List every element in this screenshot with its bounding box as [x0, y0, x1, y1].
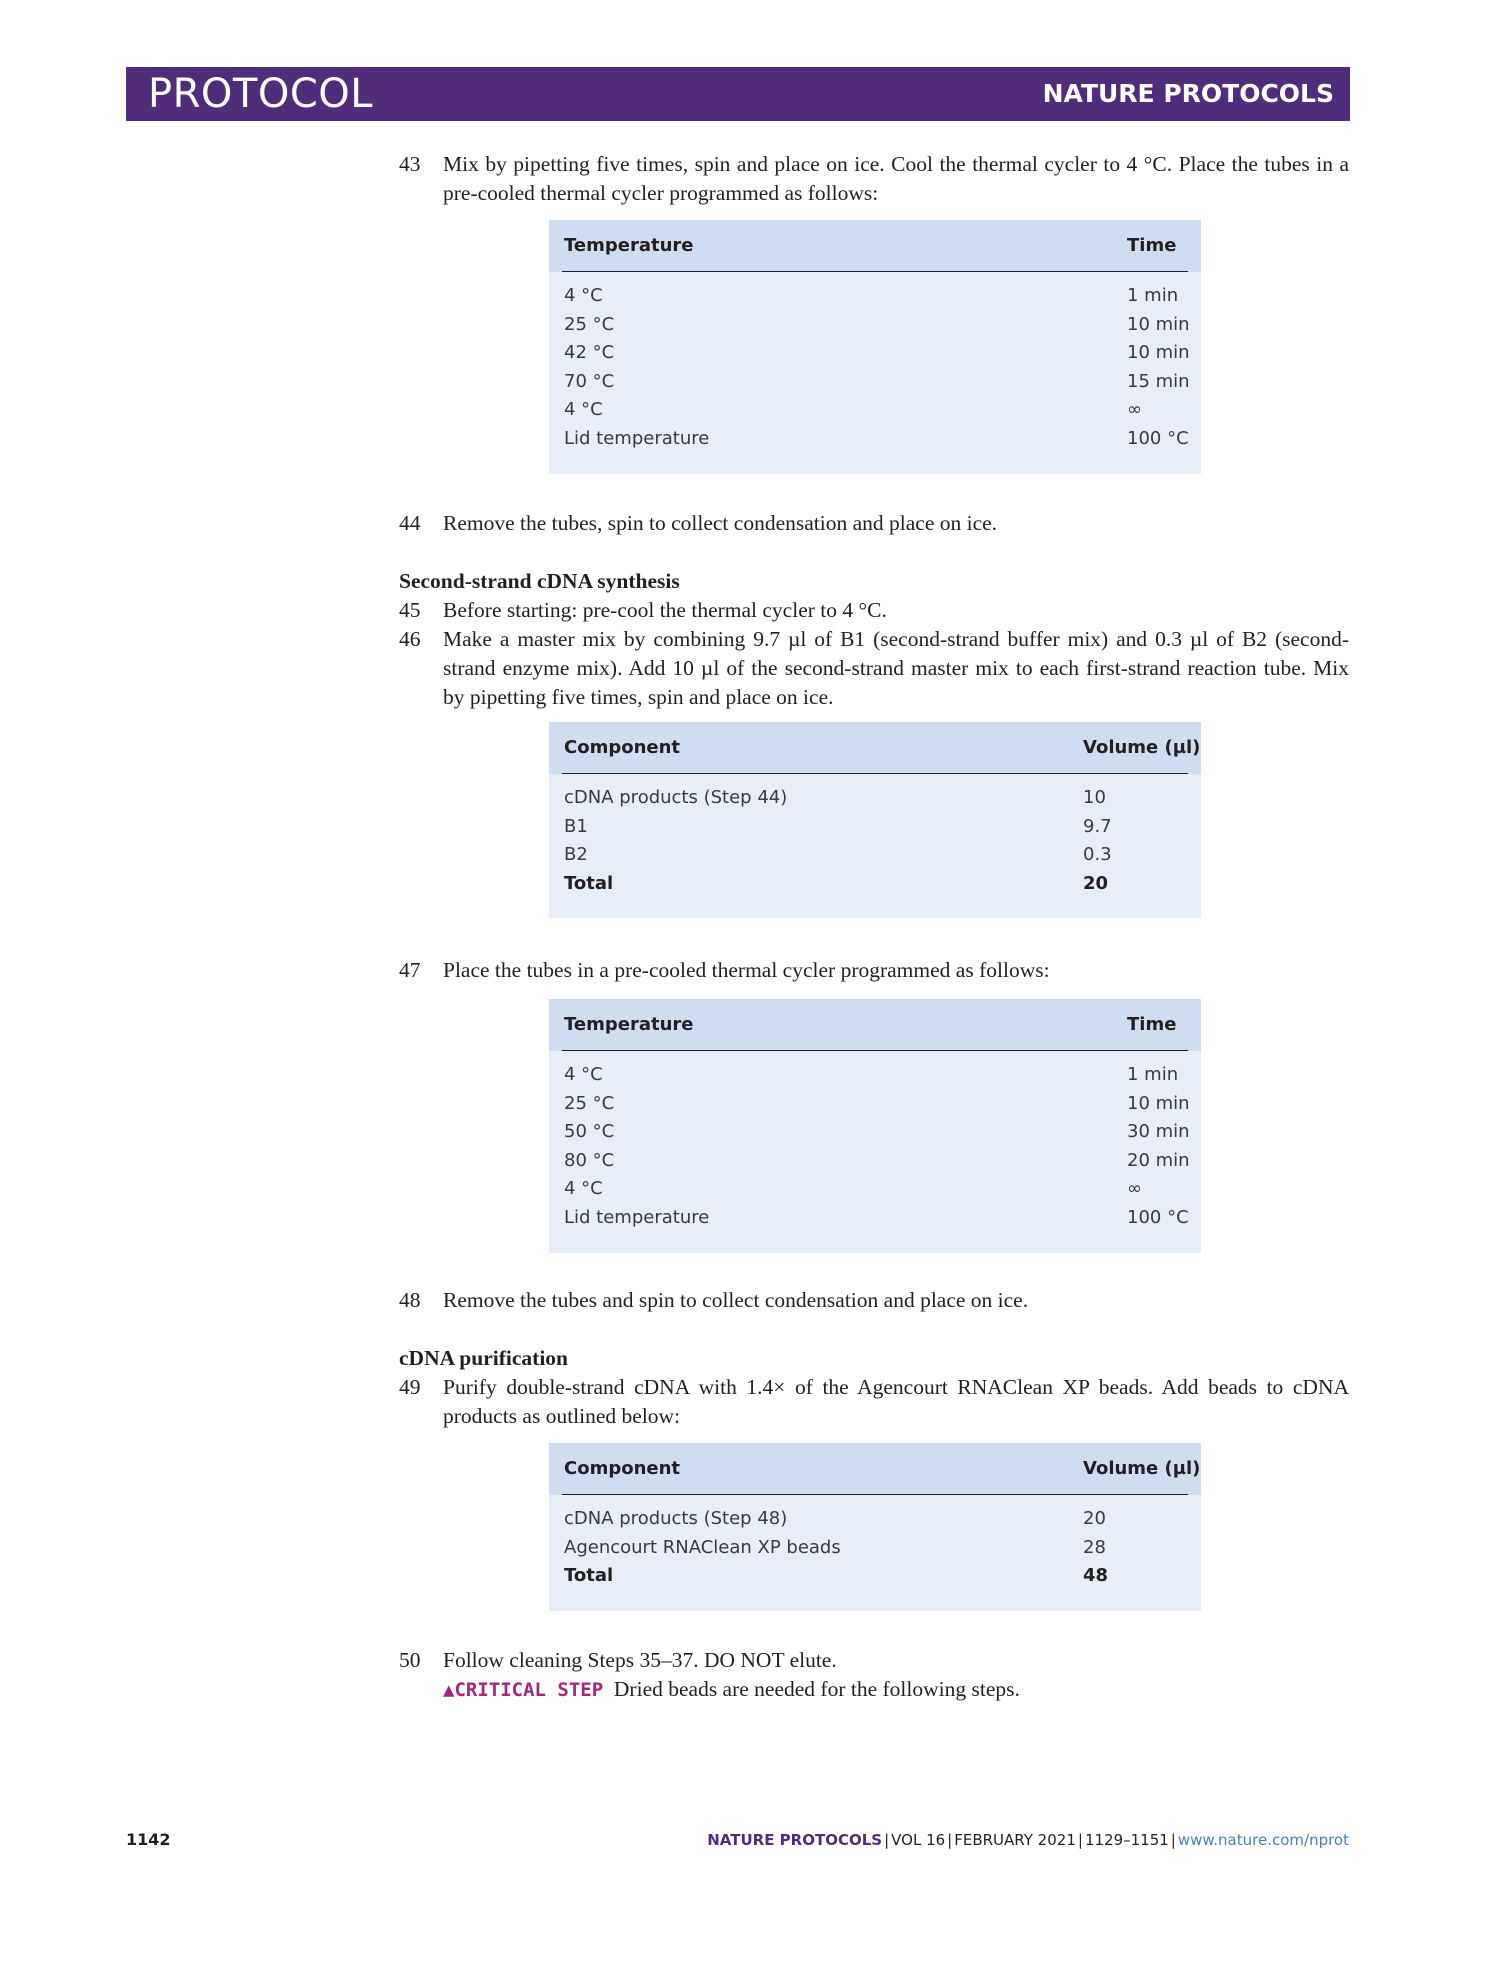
table-row — [549, 1534, 1201, 1563]
step-text: Purify double-strand cDNA with 1.4× of the Agencourt RNAClean XP beads. Add beads to cDNA products as outlined below: — [443, 1375, 1349, 1428]
column-header: Time — [1127, 1014, 1177, 1035]
cell: 1 min — [1127, 285, 1179, 306]
cell: 10 — [1083, 787, 1106, 808]
cell: 30 min — [1127, 1121, 1190, 1143]
cell: 48 — [1083, 1565, 1109, 1587]
cell: 42 °C — [564, 342, 615, 364]
step-50 — [399, 1646, 1349, 1705]
step-number: 49 — [399, 1375, 421, 1399]
footer-pages: 1129–1151 — [1084, 1831, 1169, 1849]
footer-date: FEBRUARY 2021 — [954, 1831, 1076, 1849]
footer-url-link[interactable]: www.nature.com/nprot — [1177, 1831, 1349, 1849]
table-header — [549, 1443, 1201, 1495]
step-number: 46 — [399, 627, 421, 651]
header-banner — [126, 67, 1350, 121]
cell: Total — [564, 872, 614, 894]
step-text: Place the tubes in a pre-cooled thermal cycler programmed as follows: — [443, 958, 1050, 982]
cell: 70 °C — [564, 370, 615, 392]
column-header: Volume (µl) — [1083, 1458, 1201, 1479]
cell: B2 — [564, 844, 588, 866]
cell: 50 °C — [564, 1121, 615, 1143]
cell: 10 min — [1127, 342, 1190, 364]
column-header: Component — [564, 737, 681, 758]
step-48 — [399, 1286, 1349, 1315]
section-label: PROTOCOL — [148, 71, 374, 117]
column-header: Volume (µl) — [1083, 737, 1201, 758]
step-text: Remove the tubes, spin to collect condensation and place on ice. — [443, 511, 998, 535]
step-43 — [399, 150, 1349, 208]
table-row — [549, 1147, 1201, 1176]
table-row — [549, 1118, 1201, 1147]
cell: 100 °C — [1127, 1206, 1189, 1228]
step-number: 50 — [399, 1648, 421, 1672]
footer-journal: NATURE PROTOCOLS — [707, 1831, 883, 1849]
cell: Agencourt RNAClean XP beads — [564, 1536, 841, 1558]
cell: 20 — [1083, 1508, 1106, 1529]
header-rule — [562, 773, 1188, 774]
component-table-1 — [549, 722, 1201, 918]
component-table-2 — [549, 1443, 1201, 1611]
cell: ∞ — [1127, 399, 1142, 421]
table-body — [549, 774, 1201, 918]
cell: Lid temperature — [564, 427, 710, 449]
table-row — [549, 784, 1201, 813]
journal-name: NATURE PROTOCOLS — [1042, 79, 1334, 108]
cell: cDNA products (Step 44) — [564, 787, 788, 808]
thermal-cycler-table-1 — [549, 220, 1201, 474]
table-row — [549, 425, 1201, 454]
cell: 20 — [1083, 872, 1109, 894]
cell: 80 °C — [564, 1149, 615, 1171]
critical-step-note — [443, 1675, 1349, 1705]
column-header: Temperature — [564, 235, 694, 256]
cell: 28 — [1083, 1536, 1106, 1558]
cell: 4 °C — [564, 285, 603, 306]
cell: 0.3 — [1083, 844, 1112, 866]
step-text: Before starting: pre-cool the thermal cycler to 4 °C. — [443, 598, 887, 622]
step-number: 44 — [399, 511, 421, 535]
cell: 10 min — [1127, 313, 1190, 335]
table-header — [549, 220, 1201, 272]
column-header: Time — [1127, 235, 1177, 256]
step-46 — [399, 625, 1349, 712]
header-rule — [562, 1050, 1188, 1051]
page-number: 1142 — [126, 1830, 171, 1849]
step-49 — [399, 1373, 1349, 1431]
table-total-row — [549, 1562, 1201, 1591]
table-row — [549, 1061, 1201, 1090]
cell: 25 °C — [564, 313, 615, 335]
step-number: 48 — [399, 1288, 421, 1312]
table-body — [549, 272, 1201, 474]
section-heading-purification: cDNA purification — [399, 1346, 569, 1370]
critical-step-label: ▲CRITICAL STEP — [443, 1679, 604, 1701]
step-47 — [399, 956, 1349, 985]
step-text: Mix by pipetting five times, spin and place on ice. Cool the thermal cycler to 4 °C. Place the tubes in a pre-cooled thermal cycler programmed as follows: — [443, 152, 1349, 205]
cell: Total — [564, 1565, 614, 1587]
step-text: Remove the tubes and spin to collect condensation and place on ice. — [443, 1288, 1029, 1312]
table-header — [549, 722, 1201, 774]
table-row — [549, 282, 1201, 311]
cell: 4 °C — [564, 1064, 603, 1085]
cell: Lid temperature — [564, 1206, 710, 1228]
footer-citation: NATURE PROTOCOLS | VOL 16 | FEBRUARY 2021 | 1129–1151 | www.nature.com/nprot — [707, 1831, 1349, 1849]
table-body — [549, 1051, 1201, 1253]
column-header: Temperature — [564, 1014, 694, 1035]
cell: 9.7 — [1083, 815, 1112, 837]
cell: 1 min — [1127, 1064, 1179, 1085]
cell: 10 min — [1127, 1092, 1190, 1114]
table-body — [549, 1495, 1201, 1611]
table-row — [549, 1175, 1201, 1204]
column-header: Component — [564, 1458, 681, 1479]
step-text: Follow cleaning Steps 35–37. DO NOT elute. — [443, 1648, 837, 1672]
table-row — [549, 1505, 1201, 1534]
table-row — [549, 396, 1201, 425]
cell: 4 °C — [564, 399, 603, 421]
footer-volume: VOL 16 — [891, 1831, 946, 1849]
table-row — [549, 1090, 1201, 1119]
cell: 15 min — [1127, 370, 1190, 392]
step-text: Make a master mix by combining 9.7 µl of B1 (second-strand buffer mix) and 0.3 µl of B2 (second-strand enzyme mix). Add 10 µl of the second-strand master mix to each first-strand reaction tube. Mix by pipetting five times, spin and place on ice. — [443, 627, 1349, 709]
step-44 — [399, 509, 1349, 538]
cell: 20 min — [1127, 1149, 1190, 1171]
thermal-cycler-table-2 — [549, 999, 1201, 1253]
step-number: 47 — [399, 958, 421, 982]
table-row — [549, 1204, 1201, 1233]
table-row — [549, 368, 1201, 397]
header-rule — [562, 1494, 1188, 1495]
table-row — [549, 813, 1201, 842]
step-number: 43 — [399, 152, 421, 176]
cell: ∞ — [1127, 1178, 1142, 1200]
step-number: 45 — [399, 598, 421, 622]
table-total-row — [549, 870, 1201, 899]
table-row — [549, 339, 1201, 368]
cell: 100 °C — [1127, 427, 1189, 449]
critical-step-text: Dried beads are needed for the following steps. — [613, 1677, 1020, 1701]
step-45 — [399, 596, 1349, 625]
table-row — [549, 841, 1201, 870]
cell: 25 °C — [564, 1092, 615, 1114]
table-row — [549, 311, 1201, 340]
cell: cDNA products (Step 48) — [564, 1508, 788, 1529]
cell: 4 °C — [564, 1178, 603, 1200]
section-heading-second-strand: Second-strand cDNA synthesis — [399, 569, 680, 593]
table-header — [549, 999, 1201, 1051]
header-rule — [562, 271, 1188, 272]
cell: B1 — [564, 815, 588, 837]
